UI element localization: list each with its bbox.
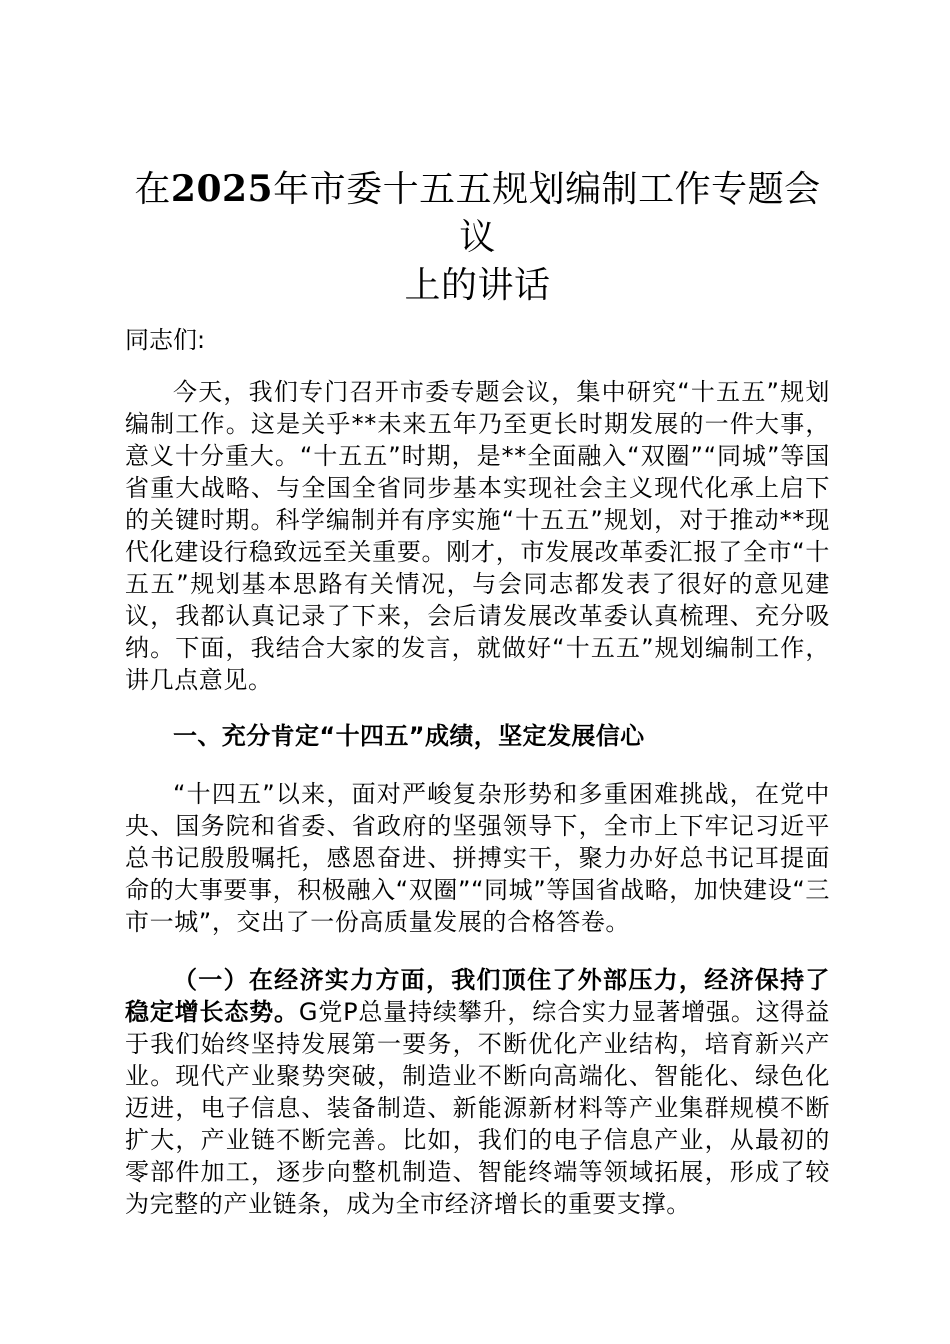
title-prefix: 在: [134, 169, 171, 210]
intro-paragraph: 今天，我们专门召开市委专题会议，集中研究“十五五”规划编制工作。这是关乎**未来五年乃至更长时期发展的一件大事，意义十分重大。“十五五”时期，是**全面融入“双圈”“同城”等国省重大战略、与全国全省同步基本实现社会主义现代化承上启下的关键时期。科学编制并有序实施“十五五”规划，对于推动**现代化建设行稳致远至关重要。刚才，市发展改革委汇报了全市“十五五”规划基本思路有关情况，与会同志都发表了很好的意见建议，我都认真记录了下来，会后请发展改革委认真梳理、充分吸纳。下面，我结合大家的发言，就做好“十五五”规划编制工作，讲几点意见。: [125, 378, 830, 694]
section-1-paragraph: “十四五”以来，面对严峻复杂形势和多重困难挑战，在党中央、国务院和省委、省政府的坚强领导下，全市上下牢记习近平总书记殷殷嘱托，感恩奋进、拼搏实干，聚力办好总书记耳提面命的大事要事，积极融入“双圈”“同城”等国省战略，加快建设“三市一城”，交出了一份高质量发展的合格答卷。: [125, 780, 830, 936]
section-heading-1: 一、充分肯定“十四五”成绩，坚定发展信心: [173, 722, 645, 750]
document-page: [125, 165, 830, 1220]
title-line1-suffix: 年市委十五五规划编制工作专题会议: [273, 169, 821, 258]
title-year: 2025: [170, 168, 274, 210]
title-line2: 上的讲话: [404, 265, 551, 306]
salutation: 同志们:: [125, 326, 206, 354]
document-title: [125, 165, 830, 310]
subsection-1-lead: （一）在经济实力方面，我们顶住了外部压力，经济保持了稳定增长态势。: [125, 966, 830, 1026]
subsection-1-paragraph: [125, 964, 830, 1220]
subsection-1-body: G党P总量持续攀升，综合实力显著增强。这得益于我们始终坚持发展第一要务，不断优化产业结构，培育新兴产业。现代产业聚势突破，制造业不断向高端化、智能化、绿色化迈进，电子信息、装备制造、新能源新材料等产业集群规模不断扩大，产业链不断完善。比如，我们的电子信息产业，从最初的零部件加工，逐步向整机制造、智能终端等领域拓展，形成了较为完整的产业链条，成为全市经济增长的重要支撑。: [125, 998, 830, 1218]
